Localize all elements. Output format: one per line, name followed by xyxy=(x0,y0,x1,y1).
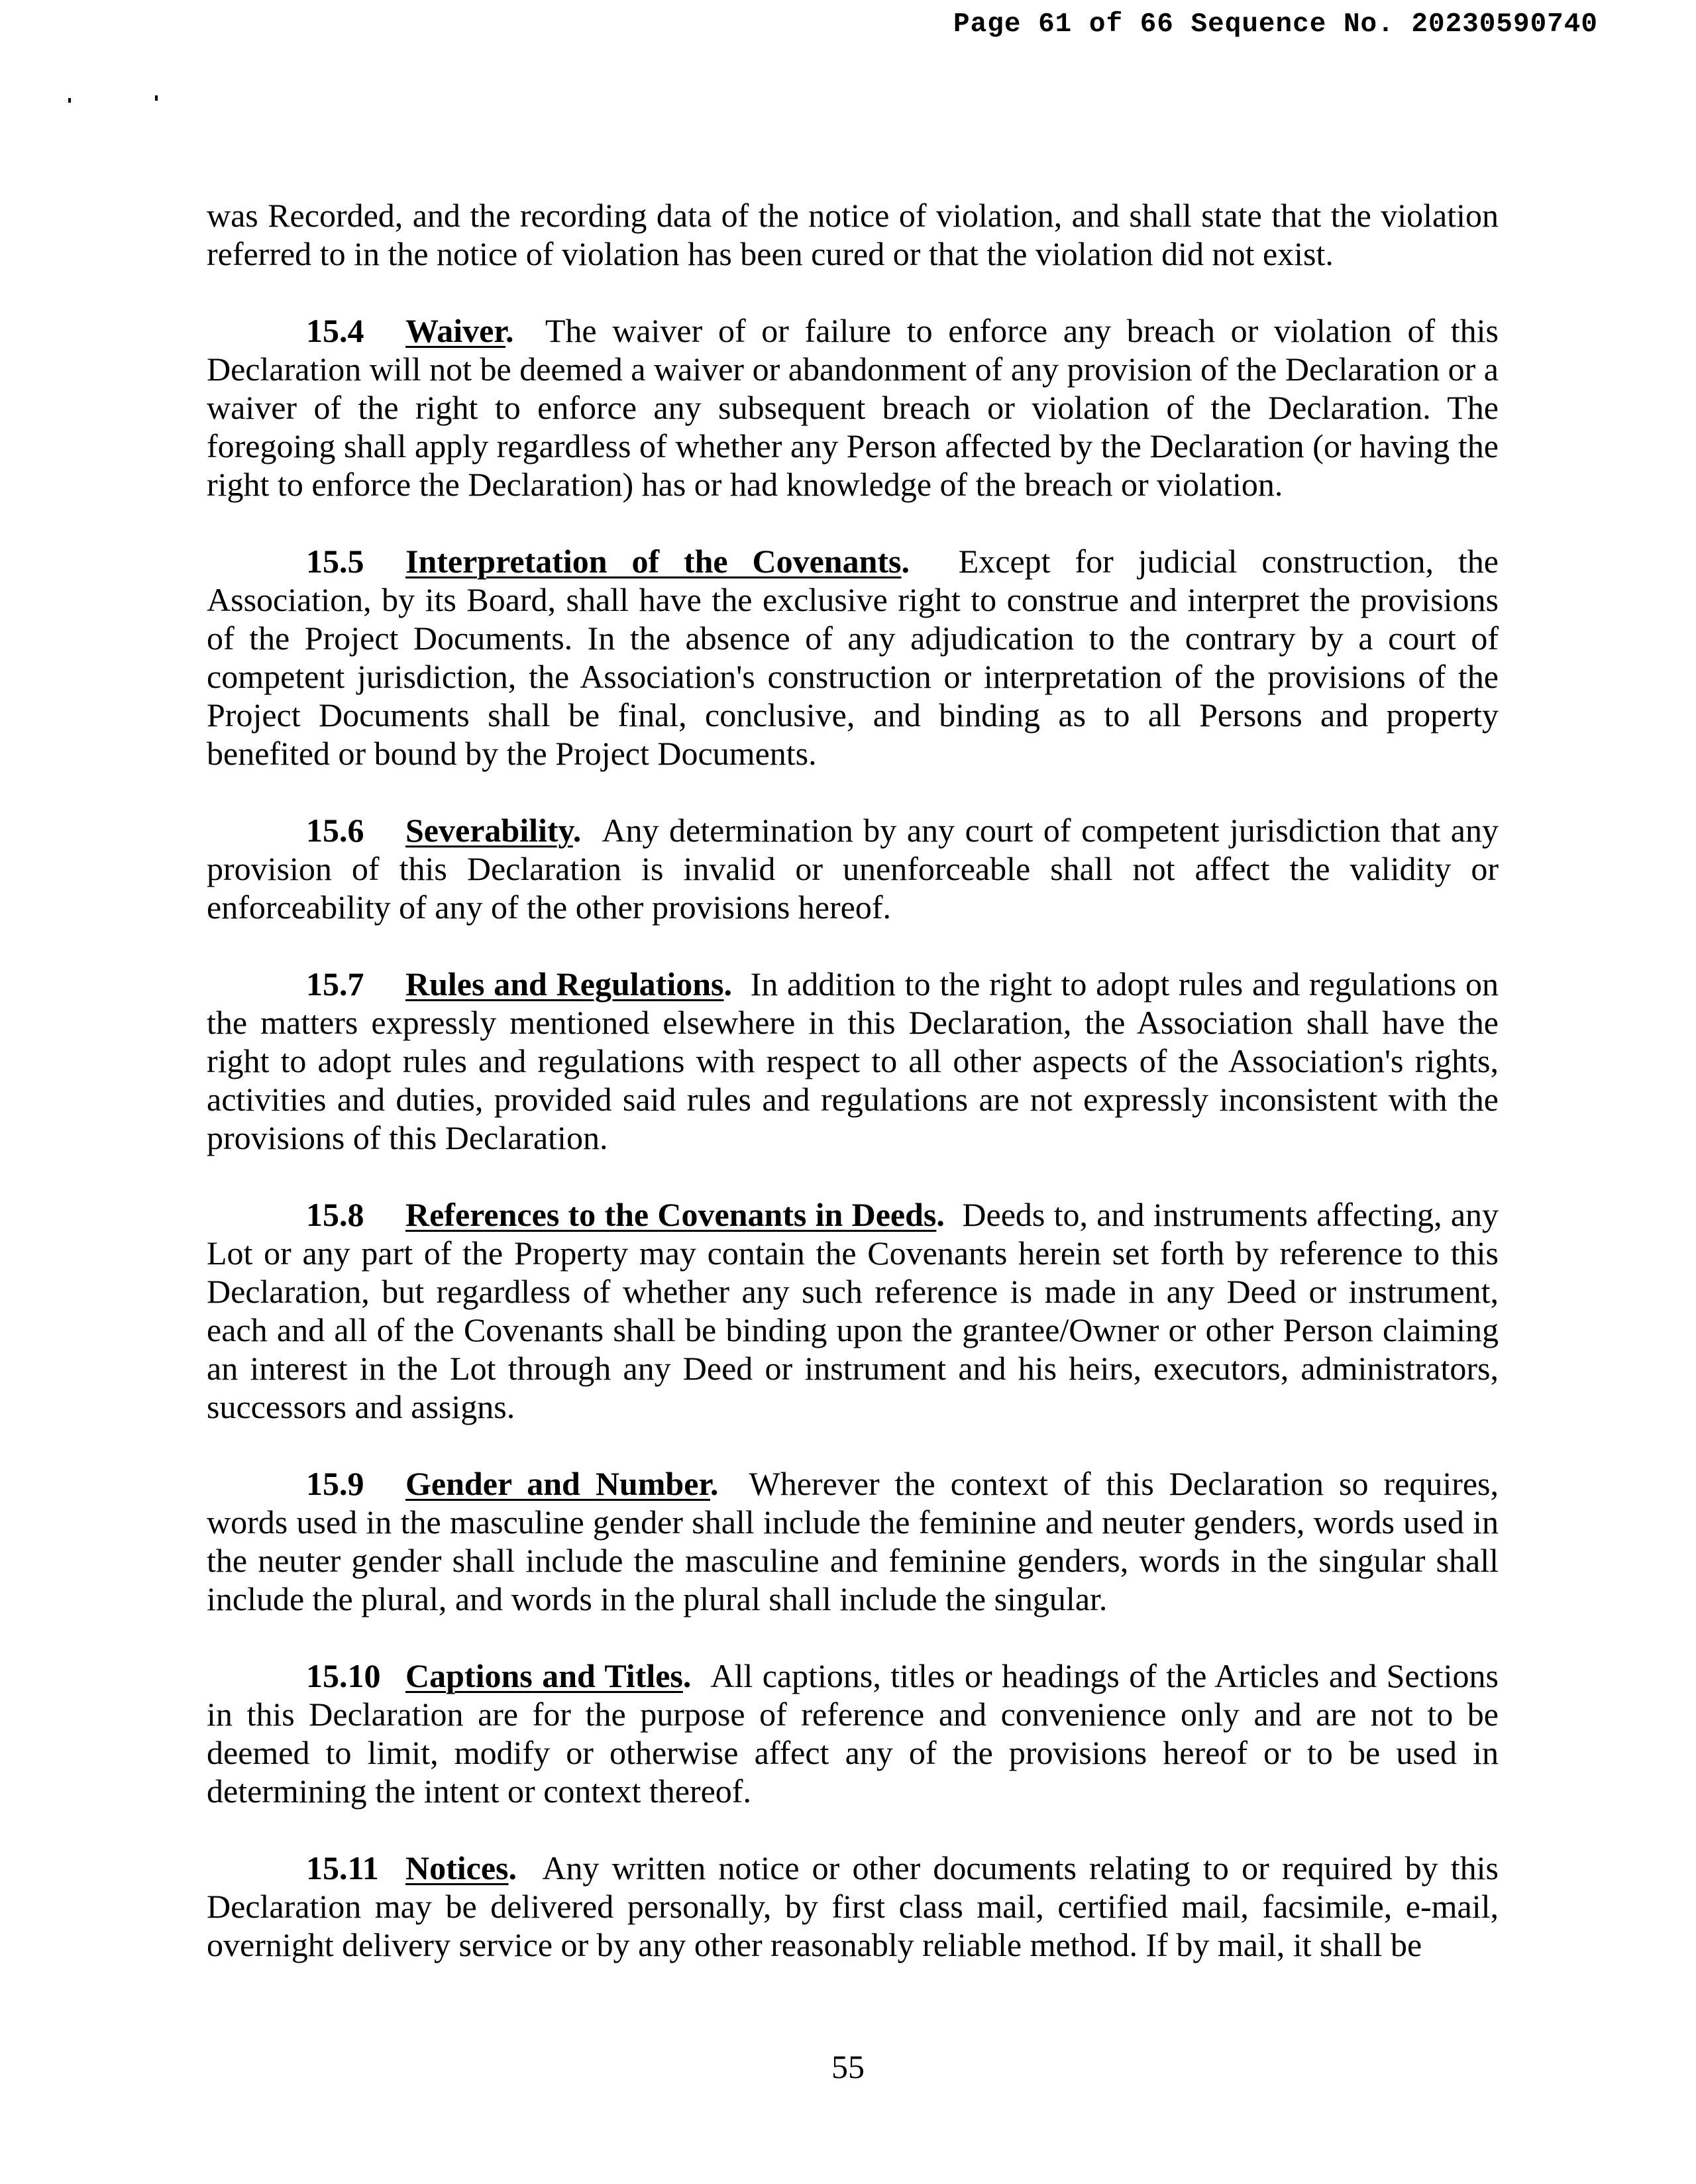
section-text: Except for judicial construction, the Association, by its Board, shall have the exclusive right to construe and interpret the provisions of the Project Documents. In the absence of any adjudication to the contrary by a court of competent jurisdiction, the Association's construction or interpretation of the provisions of the Project Documents shall be final, conclusive, and binding as to all Persons and property benefited or bound by the Project Documents. xyxy=(207,543,1499,772)
section-title: Notices xyxy=(405,1849,509,1886)
scan-mark xyxy=(68,98,71,103)
section-number: 15.8 xyxy=(306,1196,364,1233)
section-15-6: 15.6 Severability. Any determination by any court of competent jurisdiction that any provision of this Declaration is invalid or unenforceable shall not affect the validity or enforceability of any of the other provisions hereof. xyxy=(207,812,1499,926)
section-number: 15.4 xyxy=(306,312,364,349)
section-text: In addition to the right to adopt rules and regulations on the matters expressly mentioned elsewhere in this Declaration, the Association shall have the right to adopt rules and regulations with respect to all other aspects of the Association's rights, activities and duties, provided said rules and regulations are not expressly inconsistent with the provisions of this Declaration. xyxy=(207,965,1499,1156)
section-title: References to the Covenants in Deeds xyxy=(405,1196,937,1233)
section-number: 15.6 xyxy=(306,812,364,849)
section-number: 15.10 xyxy=(306,1657,381,1694)
section-text: The waiver of or failure to enforce any breach or violation of this Declaration will not be deemed a waiver or abandonment of any provision of the Declaration or a waiver of the right to enforce any subsequent breach or violation of the Declaration. The foregoing shall apply regardless of whether any Person affected by the Declaration (or having the right to enforce the Declaration) has or had knowledge of the breach or violation. xyxy=(207,312,1499,503)
section-15-10: 15.10 Captions and Titles. All captions, titles or headings of the Articles and Sections in this Declaration are for the purpose of reference and convenience only and are not to be deemed to limit, modify or otherwise affect any of the provisions hereof or to be used in determining the intent or context thereof. xyxy=(207,1657,1499,1810)
section-15-5: 15.5 Interpretation of the Covenants. Except for judicial construction, the Association, by its Board, shall have the exclusive right to construe and interpret the provisions of the Project Documents. In the absence of any adjudication to the contrary by a court of competent jurisdiction, the Association's construction or interpretation of the provisions of the Project Documents shall be final, conclusive, and binding as to all Persons and property benefited or bound by the Project Documents. xyxy=(207,543,1499,772)
section-15-8: 15.8 References to the Covenants in Deeds. Deeds to, and instruments affecting, any Lot or any part of the Property may contain the Covenants herein set forth by reference to this Declaration, but regardless of whether any such reference is made in any Deed or instrument, each and all of the Covenants shall be binding upon the grantee/Owner or other Person claiming an interest in the Lot through any Deed or instrument and his heirs, executors, administrators, successors and assigns. xyxy=(207,1196,1499,1425)
section-title: Rules and Regulations xyxy=(405,965,724,1003)
section-title: Severability xyxy=(405,812,573,849)
section-text: Any determination by any court of competent jurisdiction that any provision of this Declaration is invalid or unenforceable shall not affect the validity or enforceability of any of the other provisions hereof. xyxy=(207,812,1499,926)
section-15-7: 15.7 Rules and Regulations. In addition to the right to adopt rules and regulations on the matters expressly mentioned elsewhere in this Declaration, the Association shall have the right to adopt rules and regulations with respect to all other aspects of the Association's rights, activities and duties, provided said rules and regulations are not expressly inconsistent with the provisions of this Declaration. xyxy=(207,965,1499,1156)
document-body xyxy=(207,196,1499,2002)
section-number: 15.9 xyxy=(306,1465,364,1502)
scan-mark xyxy=(155,95,158,101)
section-15-11: 15.11 Notices. Any written notice or other documents relating to or required by this Declaration may be delivered personally, by first class mail, certified mail, facsimile, e-mail, overnight delivery service or by any other reasonably reliable method. If by mail, it shall be xyxy=(207,1849,1499,1963)
section-number: 15.11 xyxy=(306,1849,379,1886)
section-title: Captions and Titles xyxy=(405,1657,683,1694)
page-header: Page 61 of 66 Sequence No. 20230590740 xyxy=(953,9,1598,40)
section-title: Interpretation of the Covenants xyxy=(405,543,902,580)
section-number: 15.7 xyxy=(306,965,364,1003)
section-text: Wherever the context of this Declaration so requires, words used in the masculine gender shall include the feminine and neuter genders, words used in the neuter gender shall include the masculine and feminine genders, words in the singular shall include the plural, and words in the plural shall include the singular. xyxy=(207,1465,1499,1617)
section-title: Gender and Number xyxy=(405,1465,710,1502)
section-text: All captions, titles or headings of the Articles and Sections in this Declaration are for the purpose of reference and convenience only and are not to be deemed to limit, modify or otherwise affect any of the provisions hereof or to be used in determining the intent or context thereof. xyxy=(207,1657,1499,1810)
section-15-4: 15.4 Waiver. The waiver of or failure to enforce any breach or violation of this Declaration will not be deemed a waiver or abandonment of any provision of the Declaration or a waiver of the right to enforce any subsequent breach or violation of the Declaration. The foregoing shall apply regardless of whether any Person affected by the Declaration (or having the right to enforce the Declaration) has or had knowledge of the breach or violation. xyxy=(207,312,1499,503)
page-number: 55 xyxy=(831,2048,865,2085)
section-title: Waiver xyxy=(405,312,505,349)
section-number: 15.5 xyxy=(306,543,364,580)
continuation-paragraph: was Recorded, and the recording data of the notice of violation, and shall state that the violation referred to in the notice of violation has been cured or that the violation did not exist. xyxy=(207,197,1499,272)
section-text: Any written notice or other documents relating to or required by this Declaration may be delivered personally, by first class mail, certified mail, facsimile, e-mail, overnight delivery service or by any other reasonably reliable method. If by mail, it shall be xyxy=(207,1849,1499,1963)
section-text: Deeds to, and instruments affecting, any Lot or any part of the Property may contain the Covenants herein set forth by reference to this Declaration, but regardless of whether any such reference is made in any Deed or instrument, each and all of the Covenants shall be binding upon the grantee/Owner or other Person claiming an interest in the Lot through any Deed or instrument and his heirs, executors, administrators, successors and assigns. xyxy=(207,1196,1499,1425)
section-15-9: 15.9 Gender and Number. Wherever the context of this Declaration so requires, words used in the masculine gender shall include the feminine and neuter genders, words used in the neuter gender shall include the masculine and feminine genders, words in the singular shall include the plural, and words in the plural shall include the singular. xyxy=(207,1465,1499,1617)
